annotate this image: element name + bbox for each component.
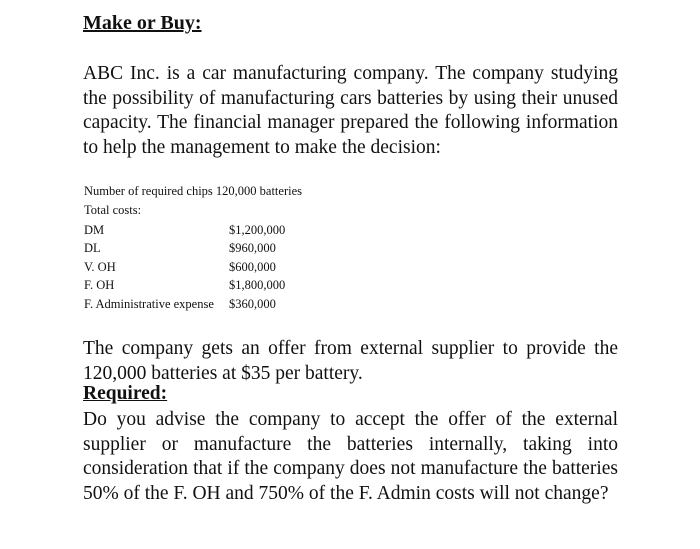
cost-value: $1,200,000 bbox=[229, 222, 286, 237]
cost-value: $960,000 bbox=[229, 241, 276, 256]
cost-row-admin bbox=[84, 295, 285, 314]
total-costs-label: Total costs: bbox=[84, 203, 142, 217]
cost-table bbox=[84, 221, 285, 314]
cost-label: V. OH bbox=[84, 259, 116, 274]
cost-label: F. Administrative expense bbox=[84, 296, 214, 311]
intro-paragraph: ABC Inc. is a car manufacturing company. The company studying the possibility of manufacturing cars batteries by using their unused capacity. The financial manager prepared the following information to help the management to make the decision: bbox=[83, 63, 618, 158]
required-chips-line: Number of required chips 120,000 batteries bbox=[84, 184, 302, 198]
cost-label: F. OH bbox=[84, 278, 115, 293]
cost-value: $600,000 bbox=[229, 259, 276, 274]
cost-row-foh bbox=[84, 277, 285, 296]
cost-row-voh bbox=[84, 258, 285, 277]
cost-label: DM bbox=[84, 222, 105, 237]
cost-row-dl bbox=[84, 240, 285, 259]
cost-value: $1,800,000 bbox=[229, 278, 286, 293]
page-title: Make or Buy: bbox=[83, 12, 202, 34]
cost-value: $360,000 bbox=[229, 296, 276, 311]
cost-label: DL bbox=[84, 241, 101, 256]
cost-row-dm bbox=[84, 221, 285, 240]
required-heading: Required: bbox=[83, 383, 168, 404]
offer-paragraph: The company gets an offer from external supplier to provide the 120,000 batteries at $35 per battery. bbox=[83, 338, 618, 384]
question-paragraph: Do you advise the company to accept the offer of the external supplier or manufacture the batteries internally, taking into consideration that if the company does not manufacture the batteries 50% of the F. OH and 750% of the F. Admin costs will not change? bbox=[83, 409, 618, 504]
